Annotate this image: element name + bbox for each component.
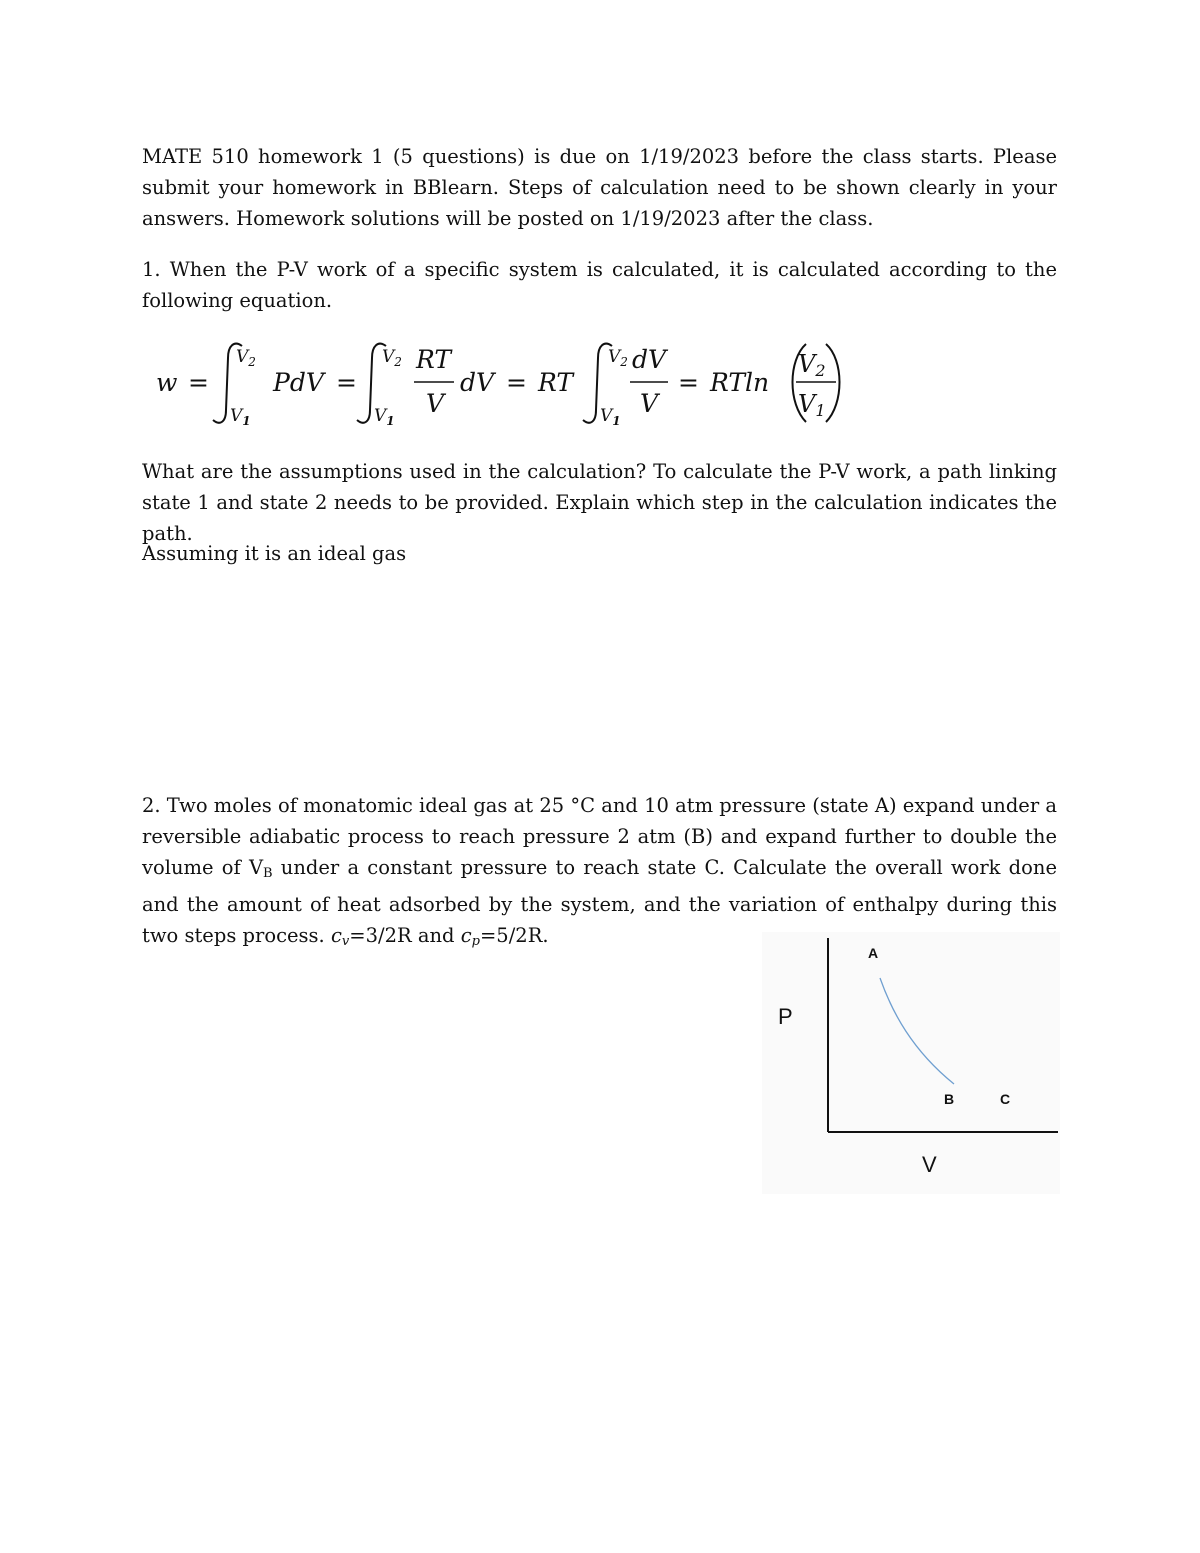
eq-right-paren — [826, 344, 840, 422]
eq-equals-1: = — [188, 368, 209, 397]
eq-upper-limit-3: $V_2$ — [608, 347, 628, 369]
eq-equals-2: = — [336, 368, 357, 397]
eq-pdv: PdV — [273, 368, 324, 397]
q2-text-part1: 2. Two moles of monatomic ideal gas at 25 °C and 10 atm pressure (state A) expand under a reversible adiabatic process to reach pressure 2 atm (B) and expand further to double the volume of V — [142, 794, 1057, 879]
eq-rtln: RTln — [710, 368, 770, 397]
eq-v-denominator-2: V — [640, 389, 659, 418]
pv-work-equation — [150, 330, 870, 440]
point-b-label: B — [944, 1091, 955, 1107]
eq-dv-numerator: dV — [632, 345, 667, 374]
cp-symbol: c — [460, 924, 472, 947]
q2-vb-subscript: B — [263, 866, 273, 881]
x-axis-label: V — [922, 1152, 937, 1177]
eq-equals-4: = — [678, 368, 699, 397]
eq-rt-numerator: RT — [416, 345, 452, 374]
eq-lower-limit-1: $V_1$ — [230, 406, 251, 428]
point-a-label: A — [868, 945, 879, 961]
assignment-intro: MATE 510 homework 1 (5 questions) is due on 1/19/2023 before the class starts. Please submit your homework in BBlearn. Steps of calculation need to be shown clearly in your answers. Homework solutions will be posted on 1/19/2023 after the class. — [142, 145, 1057, 230]
cv-value: =3/2R and — [349, 924, 461, 947]
question-1-followup: What are the assumptions used in the calculation? To calculate the P-V work, a path linking state 1 and state 2 needs to be provided. Explain which step in the calculation indicates the path. — [142, 460, 1057, 545]
pv-diagram — [762, 932, 1060, 1194]
eq-lower-limit-3: $V_1$ — [600, 406, 621, 428]
cv-subscript: v — [341, 934, 350, 949]
eq-dv-1: dV — [460, 368, 495, 397]
eq-lower-limit-2: $V_1$ — [374, 406, 395, 428]
y-axis-label: P — [778, 1004, 793, 1029]
q2-text-part2: under a constant pressure to reach state C. Calculate the overall work done and the amount of heat adsorbed by the system, and the variation of enthalpy during this two steps process. — [142, 856, 1057, 947]
question-1-answer: Assuming it is an ideal gas — [142, 542, 407, 565]
eq-v-denominator-1: V — [426, 389, 445, 418]
eq-w: w — [156, 368, 178, 397]
diagram-background — [762, 932, 1060, 1194]
cp-subscript: p — [471, 934, 480, 949]
eq-equals-3: = — [506, 368, 527, 397]
point-c-label: C — [1000, 1091, 1011, 1107]
eq-upper-limit-2: $V_2$ — [382, 347, 402, 369]
eq-ratio-denominator: V1 — [798, 390, 826, 420]
eq-rt-factor: RT — [538, 368, 574, 397]
eq-upper-limit-1: $V_2$ — [236, 347, 256, 369]
cp-value: =5/2R. — [479, 924, 549, 947]
question-1-text: 1. When the P-V work of a specific system is calculated, it is calculated according to the following equation. — [142, 258, 1057, 312]
cv-symbol: c — [330, 924, 342, 947]
eq-ratio-numerator: V2 — [798, 350, 826, 380]
